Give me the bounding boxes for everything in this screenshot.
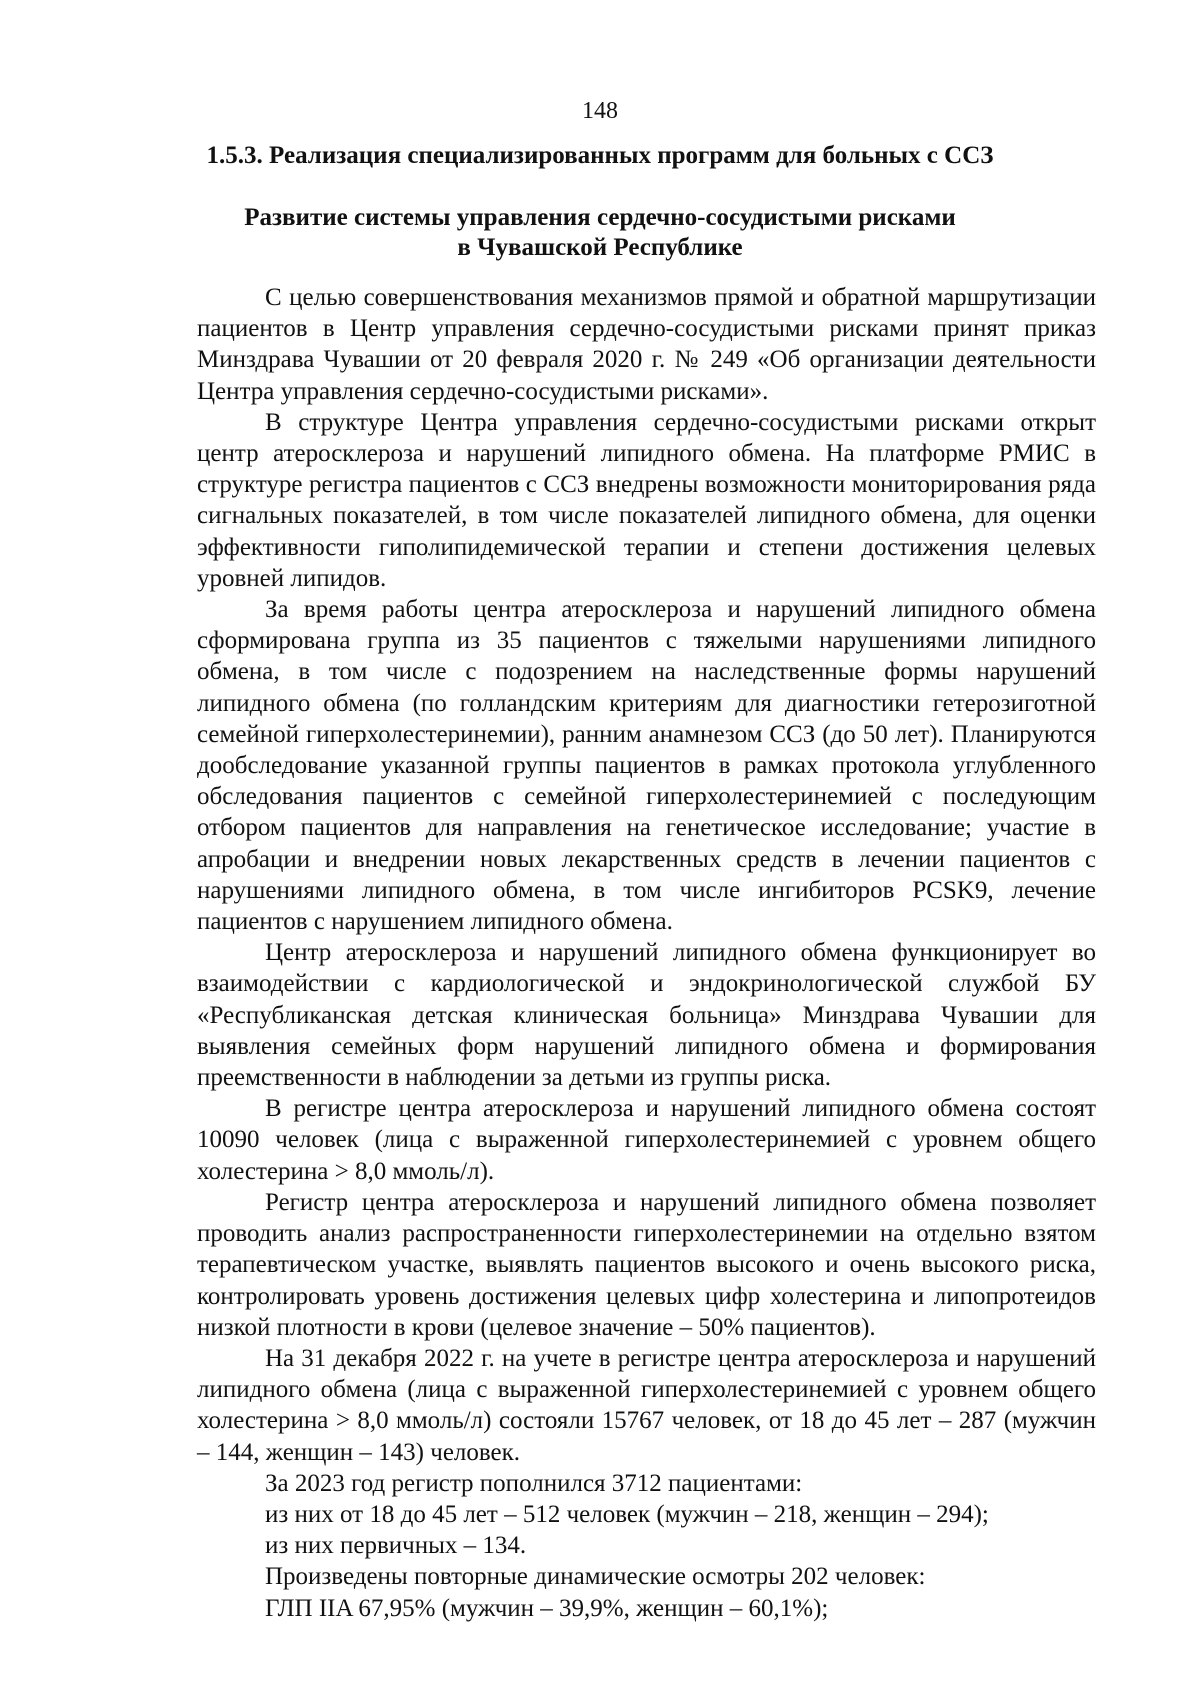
subheading-line-2: в Чувашской Республике bbox=[457, 234, 743, 261]
paragraph: За 2023 год регистр пополнился 3712 пациентами: bbox=[265, 1469, 803, 1497]
paragraph: Регистр центра атеросклероза и нарушений липидного обмена позволяет проводить анализ распространенности гиперхолестеринемии на отдельно взятом терапевтическом участке, выявлять пациентов высокого и очень высокого риска, контролировать уровень достижения целевых цифр холестерина и липопротеидов низкой плотности в крови (целевое значение – 50% пациентов). bbox=[197, 1188, 1096, 1341]
subheading-line-1: Развитие системы управления сердечно-сосудистыми рисками bbox=[244, 204, 956, 231]
paragraph: На 31 декабря 2022 г. на учете в регистре центра атеросклероза и нарушений липидного обмена (лица с выраженной гиперхолестеринемией с уровнем общего холестерина > 8,0 ммоль/л) состояли 15767 человек, от 18 до 45 лет – 287 (мужчин – 144, женщин – 143) человек. bbox=[197, 1344, 1096, 1466]
paragraph: В структуре Центра управления сердечно-сосудистыми рисками открыт центр атеросклероза и нарушений липидного обмена. На платформе РМИС в структуре регистра пациентов с ССЗ внедрены возможности мониторирования ряда сигнальных показателей, в том числе показателей липидного обмена, для оценки эффективности гиполипидемической терапии и степени достижения целевых уровней липидов. bbox=[197, 408, 1096, 592]
page-number: 148 bbox=[582, 98, 618, 124]
paragraph: из них первичных – 134. bbox=[265, 1532, 527, 1560]
body-text bbox=[197, 282, 1096, 1624]
subheading bbox=[195, 203, 1005, 263]
paragraph: из них от 18 до 45 лет – 512 человек (мужчин – 218, женщин – 294); bbox=[265, 1500, 989, 1528]
paragraph: ГЛП IIA 67,95% (мужчин – 39,9%, женщин – 60,1%); bbox=[265, 1594, 829, 1622]
paragraph: Центр атеросклероза и нарушений липидного обмена функционирует во взаимодействии с кардиологической и эндокринологической службой БУ «Республиканская детская клиническая больница» Минздрава Чувашии для выявления семейных форм нарушений липидного обмена и формирования преемственности в наблюдении за детьми из группы риска. bbox=[197, 939, 1096, 1092]
paragraph: С целью совершенствования механизмов прямой и обратной маршрутизации пациентов в Центр управления сердечно-сосудистыми рисками принят приказ Минздрава Чувашии от 20 февраля 2020 г. № 249 «Об организации деятельности Центра управления сердечно-сосудистыми рисками». bbox=[197, 284, 1096, 405]
paragraph: Произведены повторные динамические осмотры 202 человек: bbox=[265, 1563, 926, 1591]
section-heading: 1.5.3. Реализация специализированных программ для больных с ССЗ bbox=[206, 142, 994, 169]
paragraph: В регистре центра атеросклероза и нарушений липидного обмена состоят 10090 человек (лица с выраженной гиперхолестеринемией с уровнем общего холестерина > 8,0 ммоль/л). bbox=[197, 1095, 1096, 1185]
paragraph: За время работы центра атеросклероза и нарушений липидного обмена сформирована группа из 35 пациентов с тяжелыми нарушениями липидного обмена, в том числе с подозрением на наследственные формы нарушений липидного обмена (по голландским критериям для диагностики гетерозиготной семейной гиперхолестеринемии), ранним анамнезом ССЗ (до 50 лет). Планируются дообследование указанной группы пациентов в рамках протокола углубленного обследования пациентов с семейной гиперхолестеринемией с последующим отбором пациентов для направления на генетическое исследование; участие в апробации и внедрении новых лекарственных средств в лечении пациентов с нарушениями липидного обмена, в том числе ингибиторов PCSK9, лечение пациентов с нарушением липидного обмена. bbox=[197, 596, 1096, 936]
